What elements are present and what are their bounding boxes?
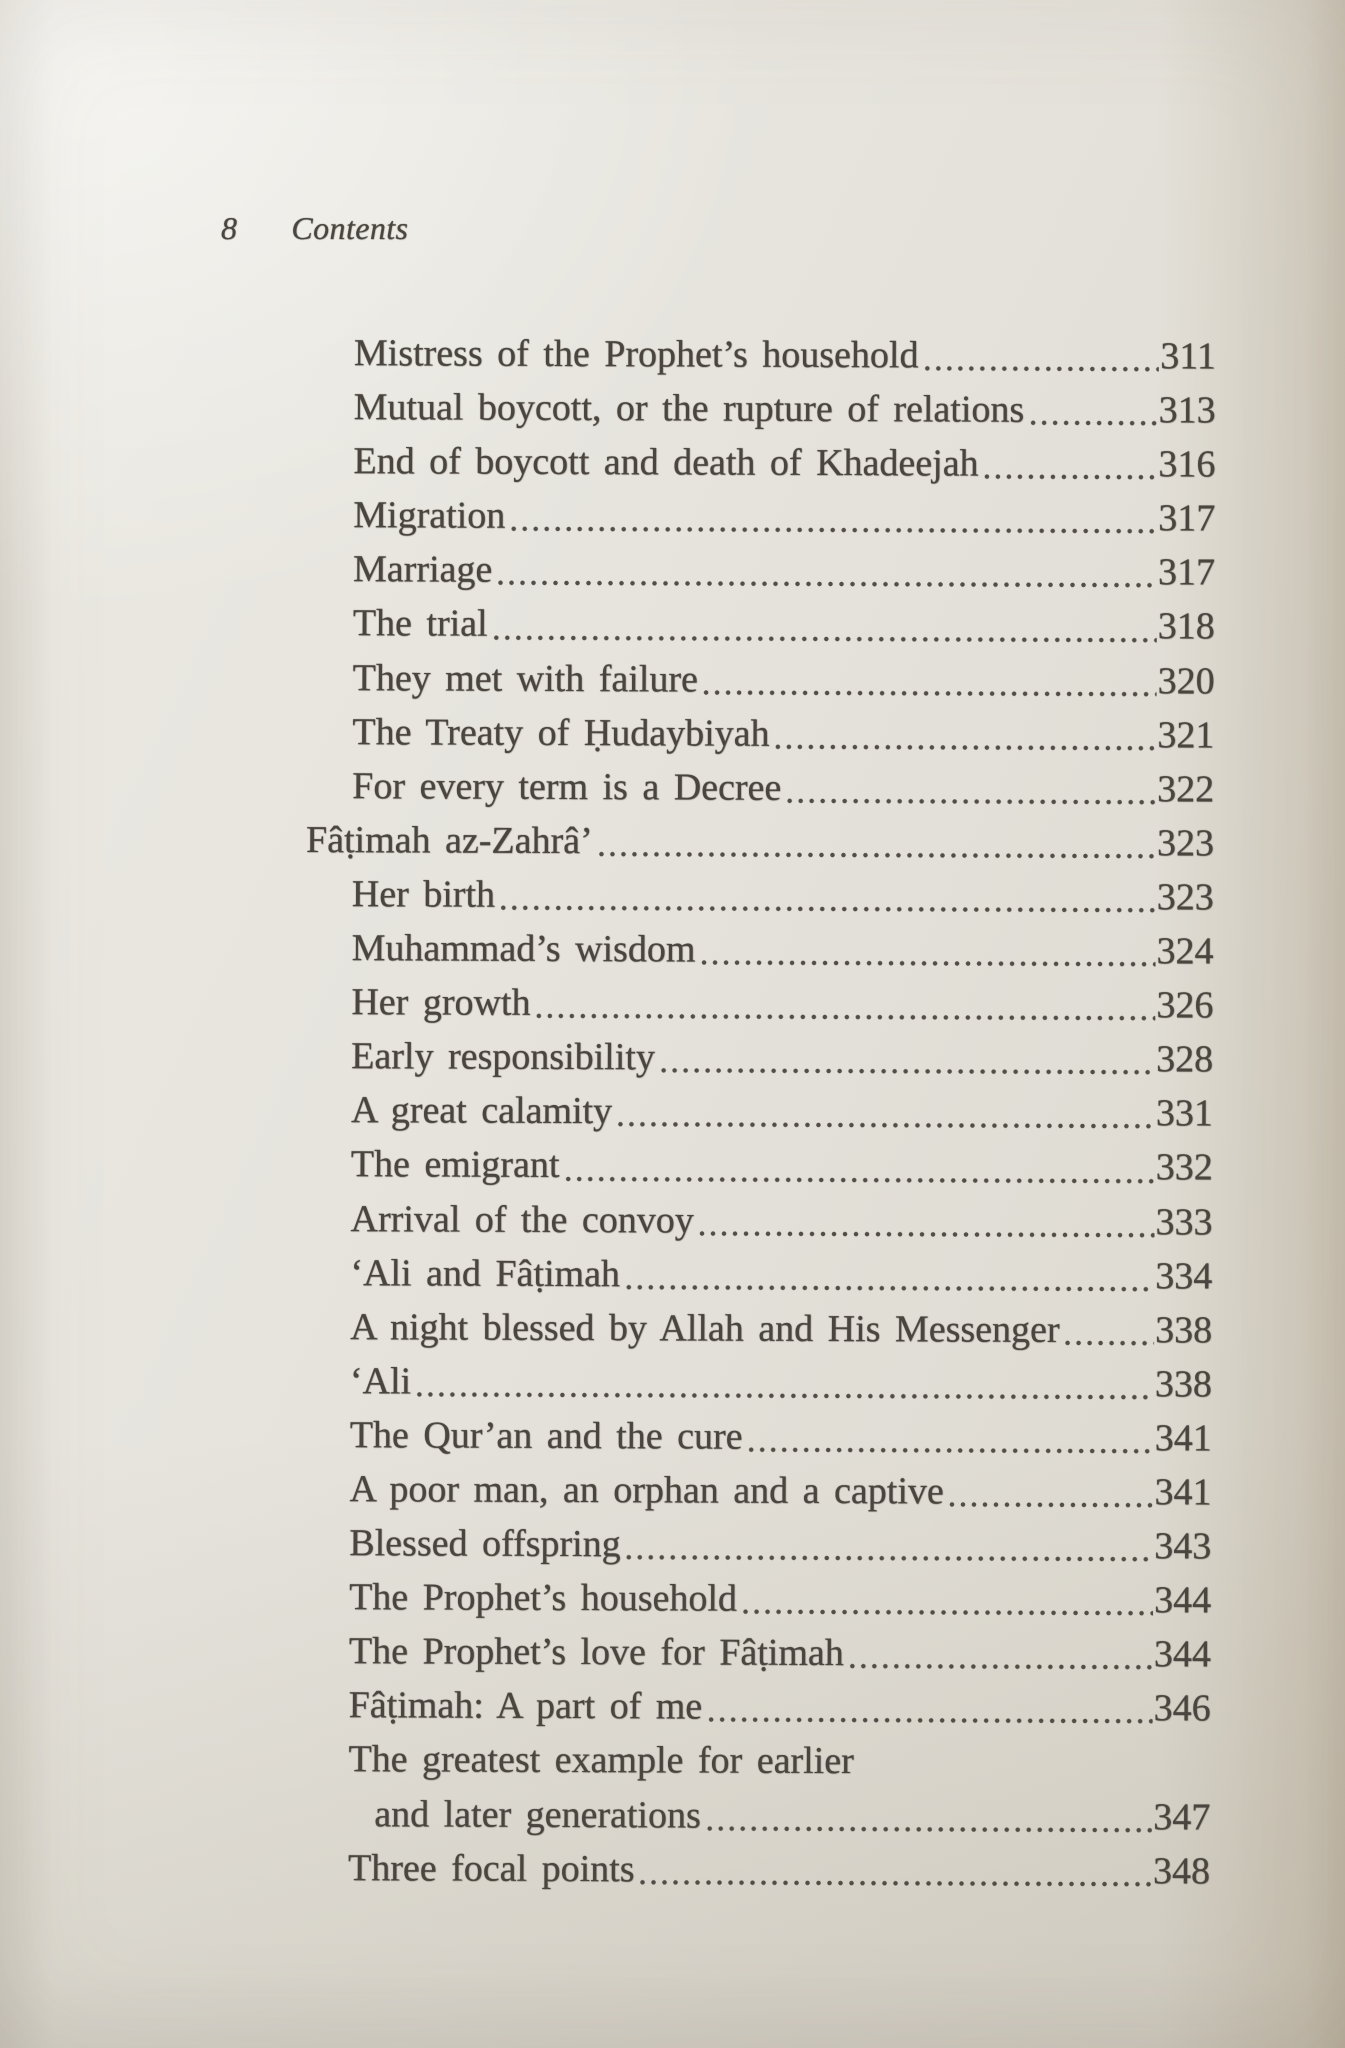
dot-leader [414,1354,1154,1411]
dot-leader [498,868,1156,925]
toc-page-number: 322 [1157,768,1215,811]
page-header [221,210,408,246]
toc-page-number: 326 [1156,984,1214,1027]
toc-entry-label: They met with failure [352,656,699,701]
toc-entry [307,596,1215,654]
toc-entry-label: Marriage [352,548,493,592]
toc-entry [305,1029,1213,1087]
dot-leader [857,1735,1210,1790]
toc-page-number: 313 [1158,389,1216,432]
dot-leader [981,437,1157,492]
toc-entry-label: Three focal points [347,1846,635,1890]
toc-entry [306,705,1214,763]
toc-entry [308,326,1216,384]
dot-leader [772,706,1156,762]
dot-leader [508,489,1157,546]
dot-leader [562,1138,1155,1194]
toc-page-number: 316 [1158,443,1216,486]
toc-entry [302,1841,1210,1899]
toc-entry [304,1408,1212,1466]
toc-entry-label: and later generations [374,1792,701,1837]
dot-leader [740,1572,1153,1628]
toc-page-number: 317 [1158,497,1216,540]
dot-leader [637,1842,1152,1898]
toc-page-number: 320 [1157,659,1215,703]
dot-leader [745,1410,1153,1466]
toc-entry-label: Migration [353,494,506,538]
toc-entry [305,975,1213,1033]
toc-page-number: 338 [1155,1308,1213,1352]
toc-page-number: 333 [1155,1200,1213,1243]
toc-entry-label: A night blessed by Allah and His Messenger [350,1305,1060,1351]
toc-page-number: 323 [1156,822,1215,865]
toc-entry-label: The trial [352,602,488,646]
toc-page-number: 311 [1160,335,1216,378]
dot-leader [615,1084,1155,1140]
toc-entry-label: A poor man, an orphan and a captive [349,1468,944,1513]
dot-leader [698,923,1155,979]
toc-page-number: 341 [1154,1417,1212,1460]
toc-entry [307,434,1215,492]
toc-entry-label: Muhammad’s wisdom [351,927,696,971]
toc-entry [303,1516,1211,1574]
toc-entry [304,1246,1212,1304]
dot-leader [701,652,1157,708]
toc-entry [306,759,1214,817]
toc-page-number: 318 [1157,605,1215,648]
toc-page-number: 348 [1152,1849,1211,1893]
toc-page-number: 332 [1155,1146,1213,1189]
page-header-title: Contents [291,210,409,246]
dot-leader [533,976,1155,1032]
dot-leader [847,1626,1153,1681]
toc-entry-label: Early responsibility [351,1035,655,1079]
toc-entry-label: For every term is a Decree [352,764,782,809]
dot-leader [947,1464,1154,1519]
toc-entry-label: Fâṭimah: A part of me [348,1684,703,1728]
toc-entry-label: Her growth [351,981,531,1024]
toc-entry-label: Blessed offspring [349,1522,621,1566]
toc-page-number: 323 [1156,876,1214,919]
toc-entry [304,1191,1212,1249]
toc-page-number: 341 [1154,1471,1212,1514]
toc-entry [304,1354,1212,1412]
toc-entry [306,921,1214,979]
page-number: 8 [221,210,238,246]
toc-entry-label: The Prophet’s household [349,1576,738,1620]
toc-entry-label: The emigrant [350,1143,560,1187]
toc-entry-label: Fâṭimah az-Zahrâ’ [305,818,593,862]
dot-leader [623,1247,1155,1303]
toc-entry [302,1732,1210,1790]
toc-entry-label: Her birth [351,873,496,916]
toc-entry-label: ‘Ali and Fâṭimah [350,1251,621,1295]
toc-entry [303,1678,1211,1736]
toc-entry [304,1300,1212,1358]
toc-entry [302,1787,1210,1845]
toc-entry [307,488,1215,546]
toc-entry [305,1137,1213,1195]
toc-page-number: 346 [1153,1687,1211,1730]
dot-leader [658,1031,1156,1087]
toc-entry-label: The Treaty of Ḥudaybiyah [352,710,770,755]
toc-page-number: 321 [1157,713,1215,757]
toc-entry [308,380,1216,438]
dot-leader [1027,383,1158,438]
toc-entry-label: The Prophet’s love for Fâṭimah [348,1630,844,1675]
toc-page-number: 328 [1156,1038,1214,1081]
toc-page-number: 343 [1154,1525,1212,1568]
dot-leader [1062,1303,1154,1357]
toc-page-number: 344 [1154,1579,1212,1622]
toc-page-number: 334 [1155,1254,1213,1298]
toc-entry-label: Arrival of the convoy [350,1197,694,1241]
toc-entry-label: Mistress of the Prophet’s household [353,332,919,377]
toc-page-number: 338 [1154,1363,1213,1406]
toc-entry [303,1624,1211,1682]
dot-leader [495,543,1157,600]
dot-leader [491,597,1157,654]
toc-page-number: 324 [1156,930,1214,973]
dot-leader [705,1680,1153,1736]
toc-entry-label: End of boycott and death of Khadeejah [353,440,979,485]
toc-entry [303,1462,1211,1520]
toc-entry [307,651,1215,709]
toc-entry [307,542,1215,600]
dot-leader [596,814,1157,870]
dot-leader [704,1788,1153,1844]
toc-entry [303,1570,1211,1628]
toc-entry [306,867,1214,925]
toc-page-number: 331 [1155,1092,1214,1135]
dot-leader [784,761,1156,817]
toc-entry [306,813,1214,871]
toc-entry [305,1083,1213,1141]
toc-entry-label: The Qur’an and the cure [349,1414,743,1458]
toc-list [302,326,1216,1898]
toc-entry-label: A great calamity [350,1089,613,1133]
toc-page-number: 317 [1157,551,1216,594]
toc-entry-label: Mutual boycott, or the rupture of relations [353,386,1025,431]
toc-entry-label: The greatest example for earlier [348,1738,854,1783]
toc-page-number: 347 [1153,1795,1211,1839]
dot-leader [624,1517,1154,1573]
toc-page-number: 344 [1153,1633,1211,1676]
toc-entry-label: ‘Ali [349,1359,412,1403]
dot-leader [921,328,1159,383]
dot-leader [697,1193,1155,1249]
